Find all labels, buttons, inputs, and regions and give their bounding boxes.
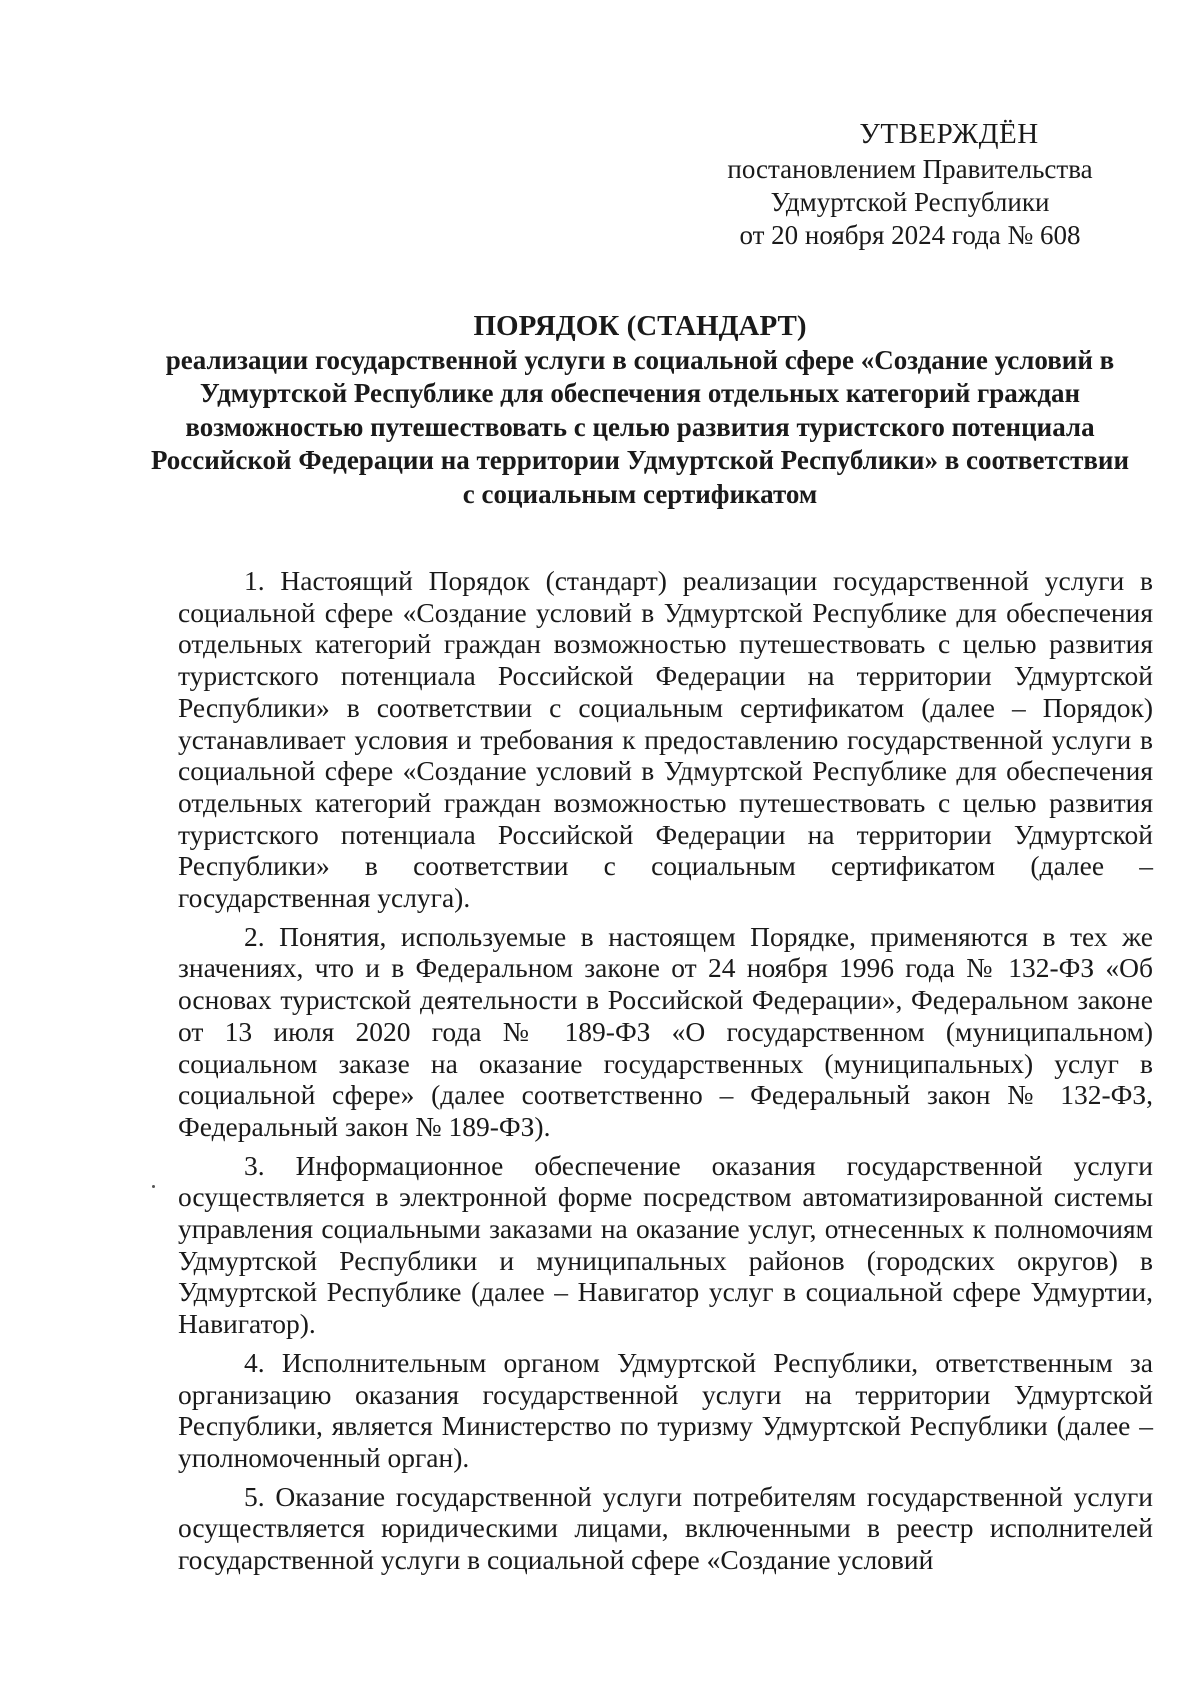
approval-stamp: УТВЕРЖДЁН bbox=[859, 118, 1039, 150]
document-subtitle: реализации государственной услуги в социальной сфере «Создание условий в Удмуртской Республике для обеспечения отдельных категорий граждан возможностью путешествовать с целью развития туристского потенциала Российской Федерации на территории Удмуртской Республики» в соответствии с социальным сертификатом bbox=[150, 344, 1130, 509]
paragraph-5: 5. Оказание государственной услуги потребителям государственной услуги осуществляется юридическими лицами, включенными в реестр исполнителей государственной услуги в социальной сфере «Создание условий bbox=[178, 1480, 1153, 1576]
paragraph-4: 4. Исполнительным органом Удмуртской Республики, ответственным за организацию оказания государственной услуги на территории Удмуртской Республики, является Министерство по туризму Удмуртской Республики (далее – уполномоченный орган). bbox=[178, 1346, 1153, 1473]
approval-line-2: Удмуртской Республики bbox=[770, 187, 1050, 217]
document-body bbox=[178, 565, 1153, 1583]
document-title-block bbox=[150, 310, 1130, 511]
scan-speck bbox=[152, 1185, 155, 1188]
paragraph-1: 1. Настоящий Порядок (стандарт) реализации государственной услуги в социальной сфере «Создание условий в Удмуртской Республике для обеспечения отдельных категорий граждан возможностью путешествовать с целью развития туристского потенциала Российской Федерации на территории Удмуртской Республики» в соответствии с социальным сертификатом (далее – Порядок) устанавливает условия и требования к предоставлению государственной услуги в социальной сфере «Создание условий в Удмуртской Республике для обеспечения отдельных категорий граждан возможностью путешествовать с целью развития туристского потенциала Российской Федерации на территории Удмуртской Республики» в соответствии с социальным сертификатом (далее – государственная услуга). bbox=[178, 565, 1153, 914]
document-title: ПОРЯДОК (СТАНДАРТ) bbox=[473, 310, 807, 342]
paragraph-3: 3. Информационное обеспечение оказания государственной услуги осуществляется в электронной форме посредством автоматизированной системы управления социальными заказами на оказание услуг, отнесенных к полномочиям Удмуртской Республики и муниципальных районов (городских округов) в Удмуртской Республике (далее – Навигатор услуг в социальной сфере Удмуртии, Навигатор). bbox=[178, 1149, 1153, 1340]
approval-line-1: постановлением Правительства bbox=[727, 154, 1093, 184]
paragraph-2: 2. Понятия, используемые в настоящем Порядке, применяются в тех же значениях, что и в Федеральном законе от 24 ноября 1996 года № 132-ФЗ «Об основах туристской деятельности в Российской Федерации», Федеральном законе от 13 июля 2020 года № 189-ФЗ «О государственном (муниципальном) социальном заказе на оказание государственных (муниципальных) услуг в социальной сфере» (далее соответственно – Федеральный закон № 132-ФЗ, Федеральный закон № 189-ФЗ). bbox=[178, 920, 1153, 1142]
approval-line-3: от 20 ноября 2024 года № 608 bbox=[739, 220, 1081, 250]
approval-block bbox=[700, 118, 1120, 252]
